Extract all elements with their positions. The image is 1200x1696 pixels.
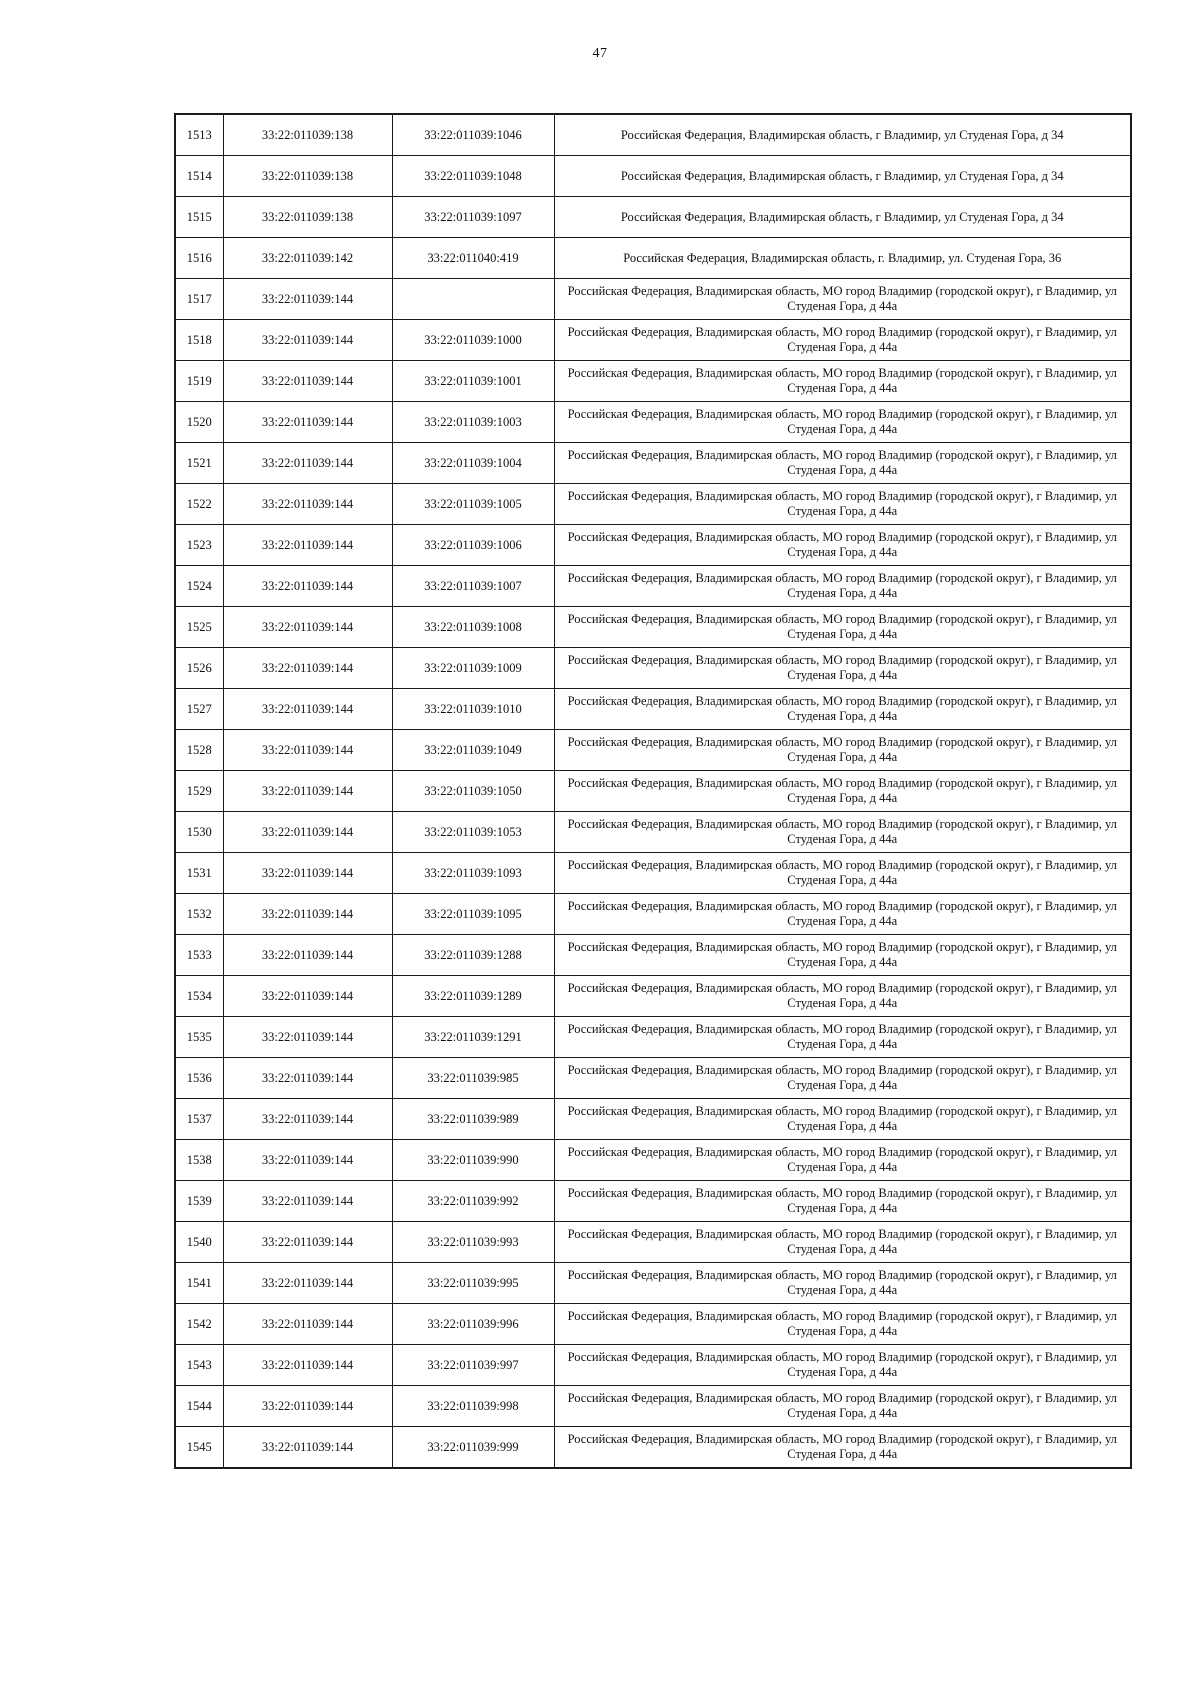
cadastral-number-cell: 33:22:011039:1289 <box>392 976 554 1017</box>
table-row <box>175 1427 1131 1469</box>
table-row <box>175 1140 1131 1181</box>
parent-cadastral-number-cell: 33:22:011039:144 <box>223 607 392 648</box>
row-number-cell: 1518 <box>175 320 223 361</box>
row-number-cell: 1541 <box>175 1263 223 1304</box>
table-row <box>175 689 1131 730</box>
row-number-cell: 1530 <box>175 812 223 853</box>
row-number-cell: 1543 <box>175 1345 223 1386</box>
row-number-cell: 1533 <box>175 935 223 976</box>
parent-cadastral-number-cell: 33:22:011039:144 <box>223 1427 392 1469</box>
address-cell: Российская Федерация, Владимирская область, МО город Владимир (городской округ), г Владимир, ул Студеная Гора, д 44а <box>554 853 1131 894</box>
row-number-cell: 1524 <box>175 566 223 607</box>
parent-cadastral-number-cell: 33:22:011039:144 <box>223 1017 392 1058</box>
row-number-cell: 1520 <box>175 402 223 443</box>
row-number-cell: 1517 <box>175 279 223 320</box>
row-number-cell: 1536 <box>175 1058 223 1099</box>
address-cell: Российская Федерация, Владимирская область, г Владимир, ул Студеная Гора, д 34 <box>554 156 1131 197</box>
address-cell: Российская Федерация, Владимирская область, МО город Владимир (городской округ), г Владимир, ул Студеная Гора, д 44а <box>554 320 1131 361</box>
address-cell: Российская Федерация, Владимирская область, МО город Владимир (городской округ), г Владимир, ул Студеная Гора, д 44а <box>554 607 1131 648</box>
address-cell: Российская Федерация, Владимирская область, МО город Владимир (городской округ), г Владимир, ул Студеная Гора, д 44а <box>554 402 1131 443</box>
table-row <box>175 730 1131 771</box>
row-number-cell: 1534 <box>175 976 223 1017</box>
cadastral-number-cell: 33:22:011039:1001 <box>392 361 554 402</box>
cadastral-number-cell: 33:22:011039:989 <box>392 1099 554 1140</box>
table-row <box>175 566 1131 607</box>
parent-cadastral-number-cell: 33:22:011039:144 <box>223 484 392 525</box>
parent-cadastral-number-cell: 33:22:011039:138 <box>223 197 392 238</box>
table-row <box>175 525 1131 566</box>
address-cell: Российская Федерация, Владимирская область, МО город Владимир (городской округ), г Владимир, ул Студеная Гора, д 44а <box>554 771 1131 812</box>
address-cell: Российская Федерация, Владимирская область, МО город Владимир (городской округ), г Владимир, ул Студеная Гора, д 44а <box>554 1345 1131 1386</box>
parent-cadastral-number-cell: 33:22:011039:138 <box>223 156 392 197</box>
table-row <box>175 1304 1131 1345</box>
table-row <box>175 1058 1131 1099</box>
table-row <box>175 1017 1131 1058</box>
row-number-cell: 1522 <box>175 484 223 525</box>
table-row <box>175 156 1131 197</box>
parent-cadastral-number-cell: 33:22:011039:144 <box>223 1222 392 1263</box>
cadastral-number-cell: 33:22:011039:1003 <box>392 402 554 443</box>
table-row <box>175 484 1131 525</box>
parent-cadastral-number-cell: 33:22:011039:144 <box>223 1304 392 1345</box>
row-number-cell: 1542 <box>175 1304 223 1345</box>
parent-cadastral-number-cell: 33:22:011039:144 <box>223 1058 392 1099</box>
cadastral-number-cell: 33:22:011039:1097 <box>392 197 554 238</box>
table-row <box>175 1263 1131 1304</box>
cadastral-number-cell: 33:22:011039:1000 <box>392 320 554 361</box>
address-cell: Российская Федерация, Владимирская область, г Владимир, ул Студеная Гора, д 34 <box>554 197 1131 238</box>
parent-cadastral-number-cell: 33:22:011039:144 <box>223 730 392 771</box>
cadastral-number-cell: 33:22:011039:1005 <box>392 484 554 525</box>
row-number-cell: 1525 <box>175 607 223 648</box>
row-number-cell: 1529 <box>175 771 223 812</box>
cadastral-number-cell: 33:22:011039:1291 <box>392 1017 554 1058</box>
address-cell: Российская Федерация, Владимирская область, МО город Владимир (городской округ), г Владимир, ул Студеная Гора, д 44а <box>554 1017 1131 1058</box>
parent-cadastral-number-cell: 33:22:011039:144 <box>223 853 392 894</box>
cadastral-number-cell: 33:22:011039:992 <box>392 1181 554 1222</box>
parent-cadastral-number-cell: 33:22:011039:144 <box>223 771 392 812</box>
address-cell: Российская Федерация, Владимирская область, МО город Владимир (городской округ), г Владимир, ул Студеная Гора, д 44а <box>554 1304 1131 1345</box>
page-number: 47 <box>592 46 608 61</box>
row-number-cell: 1521 <box>175 443 223 484</box>
cadastral-number-cell: 33:22:011039:1049 <box>392 730 554 771</box>
parent-cadastral-number-cell: 33:22:011039:144 <box>223 1386 392 1427</box>
parent-cadastral-number-cell: 33:22:011039:144 <box>223 566 392 607</box>
address-cell: Российская Федерация, Владимирская область, МО город Владимир (городской округ), г Владимир, ул Студеная Гора, д 44а <box>554 976 1131 1017</box>
address-cell: Российская Федерация, Владимирская область, МО город Владимир (городской округ), г Владимир, ул Студеная Гора, д 44а <box>554 935 1131 976</box>
address-cell: Российская Федерация, Владимирская область, МО город Владимир (городской округ), г Владимир, ул Студеная Гора, д 44а <box>554 1386 1131 1427</box>
cadastral-number-cell: 33:22:011039:985 <box>392 1058 554 1099</box>
parent-cadastral-number-cell: 33:22:011039:138 <box>223 114 392 156</box>
cadastral-number-cell: 33:22:011039:1006 <box>392 525 554 566</box>
cadastral-number-cell: 33:22:011040:419 <box>392 238 554 279</box>
cadastral-number-cell: 33:22:011039:1095 <box>392 894 554 935</box>
parent-cadastral-number-cell: 33:22:011039:144 <box>223 443 392 484</box>
row-number-cell: 1519 <box>175 361 223 402</box>
parent-cadastral-number-cell: 33:22:011039:144 <box>223 976 392 1017</box>
table-row <box>175 771 1131 812</box>
parent-cadastral-number-cell: 33:22:011039:144 <box>223 1263 392 1304</box>
address-cell: Российская Федерация, Владимирская область, МО город Владимир (городской округ), г Владимир, ул Студеная Гора, д 44а <box>554 1263 1131 1304</box>
parent-cadastral-number-cell: 33:22:011039:144 <box>223 279 392 320</box>
registry-table <box>174 113 1132 1469</box>
row-number-cell: 1514 <box>175 156 223 197</box>
address-cell: Российская Федерация, Владимирская область, г. Владимир, ул. Студеная Гора, 36 <box>554 238 1131 279</box>
address-cell: Российская Федерация, Владимирская область, МО город Владимир (городской округ), г Владимир, ул Студеная Гора, д 44а <box>554 689 1131 730</box>
row-number-cell: 1513 <box>175 114 223 156</box>
table-row <box>175 935 1131 976</box>
table-row <box>175 114 1131 156</box>
row-number-cell: 1526 <box>175 648 223 689</box>
row-number-cell: 1527 <box>175 689 223 730</box>
address-cell: Российская Федерация, Владимирская область, МО город Владимир (городской округ), г Владимир, ул Студеная Гора, д 44а <box>554 730 1131 771</box>
parent-cadastral-number-cell: 33:22:011039:144 <box>223 812 392 853</box>
cadastral-number-cell: 33:22:011039:1007 <box>392 566 554 607</box>
table-row <box>175 402 1131 443</box>
table-row <box>175 443 1131 484</box>
cadastral-number-cell: 33:22:011039:1048 <box>392 156 554 197</box>
address-cell: Российская Федерация, Владимирская область, МО город Владимир (городской округ), г Владимир, ул Студеная Гора, д 44а <box>554 1058 1131 1099</box>
cadastral-number-cell <box>392 279 554 320</box>
parent-cadastral-number-cell: 33:22:011039:144 <box>223 1345 392 1386</box>
cadastral-number-cell: 33:22:011039:1288 <box>392 935 554 976</box>
cadastral-number-cell: 33:22:011039:1009 <box>392 648 554 689</box>
table-row <box>175 976 1131 1017</box>
address-cell: Российская Федерация, Владимирская область, МО город Владимир (городской округ), г Владимир, ул Студеная Гора, д 44а <box>554 1222 1131 1263</box>
table-row <box>175 238 1131 279</box>
table-row <box>175 1099 1131 1140</box>
cadastral-number-cell: 33:22:011039:995 <box>392 1263 554 1304</box>
cadastral-number-cell: 33:22:011039:990 <box>392 1140 554 1181</box>
row-number-cell: 1545 <box>175 1427 223 1469</box>
address-cell: Российская Федерация, Владимирская область, МО город Владимир (городской округ), г Владимир, ул Студеная Гора, д 44а <box>554 1099 1131 1140</box>
address-cell: Российская Федерация, Владимирская область, МО город Владимир (городской округ), г Владимир, ул Студеная Гора, д 44а <box>554 812 1131 853</box>
cadastral-number-cell: 33:22:011039:1010 <box>392 689 554 730</box>
cadastral-number-cell: 33:22:011039:993 <box>392 1222 554 1263</box>
table-row <box>175 607 1131 648</box>
row-number-cell: 1535 <box>175 1017 223 1058</box>
address-cell: Российская Федерация, Владимирская область, МО город Владимир (городской округ), г Владимир, ул Студеная Гора, д 44а <box>554 1181 1131 1222</box>
address-cell: Российская Федерация, Владимирская область, МО город Владимир (городской округ), г Владимир, ул Студеная Гора, д 44а <box>554 1427 1131 1469</box>
row-number-cell: 1515 <box>175 197 223 238</box>
cadastral-number-cell: 33:22:011039:997 <box>392 1345 554 1386</box>
parent-cadastral-number-cell: 33:22:011039:144 <box>223 648 392 689</box>
row-number-cell: 1532 <box>175 894 223 935</box>
table-row <box>175 1345 1131 1386</box>
address-cell: Российская Федерация, Владимирская область, МО город Владимир (городской округ), г Владимир, ул Студеная Гора, д 44а <box>554 484 1131 525</box>
row-number-cell: 1540 <box>175 1222 223 1263</box>
cadastral-number-cell: 33:22:011039:1050 <box>392 771 554 812</box>
address-cell: Российская Федерация, Владимирская область, г Владимир, ул Студеная Гора, д 34 <box>554 114 1131 156</box>
address-cell: Российская Федерация, Владимирская область, МО город Владимир (городской округ), г Владимир, ул Студеная Гора, д 44а <box>554 566 1131 607</box>
row-number-cell: 1538 <box>175 1140 223 1181</box>
cadastral-number-cell: 33:22:011039:998 <box>392 1386 554 1427</box>
cadastral-number-cell: 33:22:011039:1053 <box>392 812 554 853</box>
registry-table-body <box>175 114 1131 1468</box>
row-number-cell: 1531 <box>175 853 223 894</box>
address-cell: Российская Федерация, Владимирская область, МО город Владимир (городской округ), г Владимир, ул Студеная Гора, д 44а <box>554 443 1131 484</box>
table-row <box>175 853 1131 894</box>
table-row <box>175 812 1131 853</box>
row-number-cell: 1544 <box>175 1386 223 1427</box>
cadastral-number-cell: 33:22:011039:999 <box>392 1427 554 1469</box>
address-cell: Российская Федерация, Владимирская область, МО город Владимир (городской округ), г Владимир, ул Студеная Гора, д 44а <box>554 1140 1131 1181</box>
table-row <box>175 894 1131 935</box>
row-number-cell: 1528 <box>175 730 223 771</box>
parent-cadastral-number-cell: 33:22:011039:144 <box>223 1140 392 1181</box>
table-row <box>175 648 1131 689</box>
table-row <box>175 361 1131 402</box>
table-row <box>175 1222 1131 1263</box>
address-cell: Российская Федерация, Владимирская область, МО город Владимир (городской округ), г Владимир, ул Студеная Гора, д 44а <box>554 279 1131 320</box>
parent-cadastral-number-cell: 33:22:011039:144 <box>223 402 392 443</box>
parent-cadastral-number-cell: 33:22:011039:144 <box>223 689 392 730</box>
cadastral-number-cell: 33:22:011039:1008 <box>392 607 554 648</box>
row-number-cell: 1516 <box>175 238 223 279</box>
row-number-cell: 1523 <box>175 525 223 566</box>
parent-cadastral-number-cell: 33:22:011039:142 <box>223 238 392 279</box>
parent-cadastral-number-cell: 33:22:011039:144 <box>223 525 392 566</box>
address-cell: Российская Федерация, Владимирская область, МО город Владимир (городской округ), г Владимир, ул Студеная Гора, д 44а <box>554 894 1131 935</box>
parent-cadastral-number-cell: 33:22:011039:144 <box>223 361 392 402</box>
cadastral-number-cell: 33:22:011039:1093 <box>392 853 554 894</box>
table-row <box>175 279 1131 320</box>
address-cell: Российская Федерация, Владимирская область, МО город Владимир (городской округ), г Владимир, ул Студеная Гора, д 44а <box>554 361 1131 402</box>
table-row <box>175 197 1131 238</box>
parent-cadastral-number-cell: 33:22:011039:144 <box>223 320 392 361</box>
table-row <box>175 1386 1131 1427</box>
parent-cadastral-number-cell: 33:22:011039:144 <box>223 1099 392 1140</box>
address-cell: Российская Федерация, Владимирская область, МО город Владимир (городской округ), г Владимир, ул Студеная Гора, д 44а <box>554 525 1131 566</box>
parent-cadastral-number-cell: 33:22:011039:144 <box>223 1181 392 1222</box>
parent-cadastral-number-cell: 33:22:011039:144 <box>223 894 392 935</box>
cadastral-number-cell: 33:22:011039:996 <box>392 1304 554 1345</box>
table-row <box>175 320 1131 361</box>
parent-cadastral-number-cell: 33:22:011039:144 <box>223 935 392 976</box>
row-number-cell: 1539 <box>175 1181 223 1222</box>
address-cell: Российская Федерация, Владимирская область, МО город Владимир (городской округ), г Владимир, ул Студеная Гора, д 44а <box>554 648 1131 689</box>
table-row <box>175 1181 1131 1222</box>
cadastral-number-cell: 33:22:011039:1004 <box>392 443 554 484</box>
cadastral-number-cell: 33:22:011039:1046 <box>392 114 554 156</box>
row-number-cell: 1537 <box>175 1099 223 1140</box>
